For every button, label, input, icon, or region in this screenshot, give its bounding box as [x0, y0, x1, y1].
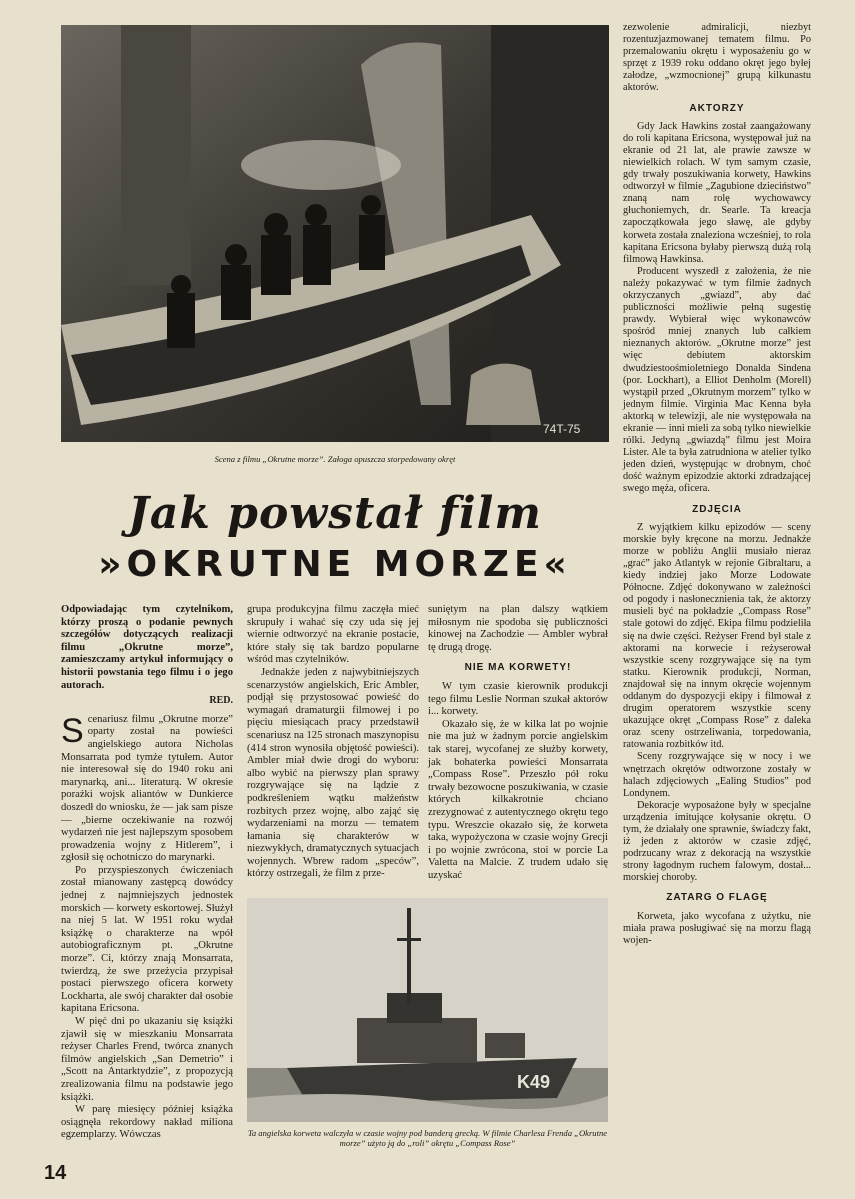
photo-lifeboat-scene [61, 25, 609, 442]
body-paragraph: suniętym na plan dalszy wątkiem miłosnym nie spodoba się publiczności kinowej na Zachodzie — Ambler wybrał tę drugą drogę. [428, 604, 608, 653]
photo-corvette-illustration [247, 898, 608, 1122]
section-heading: ZATARG O FLAGĘ [666, 892, 768, 904]
column-2 [247, 604, 419, 881]
article-title-line2: »OKRUTNE MORZE« [98, 544, 572, 585]
editor-signature: RED. [209, 695, 233, 707]
hull-number: K49 [517, 1072, 551, 1092]
photo-lifeboat-illustration [61, 25, 609, 442]
body-paragraph: Korweta, jako wycofana z użytku, nie miała prawa posługiwać się na morzu flagą wojen- [623, 910, 811, 946]
body-paragraph: Producent wyszedł z założenia, że nie należy pokazywać w tym filmie żadnych okrzyczanych „gwiazd”, aby dać publiczności możliwie pełną sugestię prawdy. Wybierał więc wykonawców spośród mniej znanych lub całkiem nieznanych aktorów. „Okrutne morze” jest więc debiutem aktorskim dwudziestoośmioletniego Donalda Sindena (por. Lockhart), a Elliot Denholm (Morell) wystąpił przed „Okrutnym morzem” tylko w jednym filmie. Virginia Mac Kenna była aktorką w telewizji, ale nie występowała na ekranie — inni mieli za sobą tylko niewielkie rólki. Jedyną „gwiazdą” filmu jest Moira Lister. Ale ta była zatrudniona w atelier tylko jeden dzień, występując w drobnym, choć dość ważnym epizodzie aktorki zdradzającej swego męża, oficera. [623, 265, 811, 495]
section-heading: AKTORZY [689, 102, 745, 114]
body-paragraph: W tym czasie kierownik produkcji tego filmu Leslie Norman szukał aktorów i... korwety. [428, 680, 608, 718]
bottom-photo-caption: Ta angielska korweta walczyła w czasie wojny pod banderą grecką. W filmie Charlesa Frenda „Okrutne morze” użyto ją do „roli” okrętu „Compass Rose” [247, 1128, 608, 1148]
section-heading: NIE MA KORWETY! [464, 662, 572, 674]
photo-stamp: 74T-75 [543, 422, 581, 436]
article-title-line1: Jak powstał film [128, 488, 542, 539]
intro-paragraph: Odpowiadając tym czytelnikom, którzy proszą o podanie pewnych szczegółów dotyczących realizacji filmu „Okrutne morze”, zamieszczamy artykuł informujący o historii powstania tego filmu i o jego autorach. [61, 604, 233, 691]
page-number: 14 [44, 1162, 67, 1184]
top-photo-caption: Scena z filmu „Okrutne morze”. Załoga opuszcza storpedowany okręt [214, 454, 456, 464]
column-3 [428, 604, 608, 882]
body-paragraph: Z wyjątkiem kilku epizodów — sceny morskie były kręcone na morzu. Jednakże morze w pobliżu Anglii musiało nieraz „grać” jako Atlantyk w rejonie Gibraltaru, a kiedy indziej jako Morze Lodowate Północne. Zdjęć dokonywano w zależności od pogody i nasłonecznienia tak, że aktorzy musieli być na pokładzie „Compass Rose” stale gotowi do zdjęć. Ekipa filmu podzieliła się na dwie części. Reżyser Frend był stale z aktorami na korwecie i reżyserował wszystkie sceny rozgrywające się na tym statku. Kierownik produkcji, Norman, znajdował się na innym okręcie wojennym oddanym do dyspozycji ekipy i filmował z drugim operatorem wszystkie sceny ukazujące okręt „Compass Rose” z daleka oraz sceny ostrzeliwania, torpedowania, ratowania rozbitków itd. [623, 521, 811, 751]
body-paragraph: Gdy Jack Hawkins został zaangażowany do roli kapitana Ericsona, występował już na ekranie od 21 lat, ale prawie zawsze w niewielkich rolach. W tym samym czasie, gdy trwały poszukiwania korwety, Hawkins odtworzył w filmie „Zagubione dzieciństwo” znaną nam rolę wychowawcy głuchoniemych, dr. Searle. Ta kreacja zapoczątkowała jego sławę, ale gdyby korweta została znaleziona wcześniej, to rola kapitana Ericsona byłaby pierwszą dużą rolą filmową Hawkinsa. [623, 120, 811, 265]
body-paragraph: zezwolenie admiralicji, niezbyt rozentuzjazmowanej tematem filmu. Po przemalowaniu okrętu i wyposażeniu go w sprzęt z 1939 roku oddano okręt jego byłej załodze, „wzmocnionej” grupą kilkunastu aktorów. [623, 22, 811, 94]
body-paragraph: Okazało się, że w kilka lat po wojnie nie ma już w żadnym porcie angielskim tak starej, wycofanej ze służby korwety, jak bohaterka powieści Monsarrata „Compass Rose”. Przeszło pół roku trwały bezowocne poszukiwania, w czasie których kilkakrotnie chciano zrezygnować z autentycznego okrętu tego typu. Wreszcie okazało się, że korweta taka, wypożyczona w czasie wojny Grecji i po wojnie zwrócona, stoi w porcie La Valetta na Malcie. Z trudem udało się uzyskać [428, 718, 608, 881]
body-paragraph: Dekoracje wyposażone były w specjalne urządzenia imitujące kołysanie okrętu. O tym, że działały one sprawnie, świadczy fakt, iż jeden z aktorów w czasie zdjęć, podrzucany wraz z dekoracją na wszystkie strony łagodnym ruchem falowym, dostał... morskiej choroby. [623, 799, 811, 884]
body-paragraph: grupa produkcyjna filmu zaczęła mieć skrupuły i wahać się czy uda się jej wiernie odtworzyć na ekranie postacie, które stały się tak bardzo popularne wśród mas czytelników. [247, 604, 419, 666]
body-paragraph: Sceny rozgrywające się w nocy i we wnętrzach okrętów odtworzone zostały w halach zdjęciowych „Ealing Studios” pod Londynem. [623, 751, 811, 799]
body-paragraph: W pięć dni po ukazaniu się książki zjawił się w mieszkaniu Monsarrata reżyser Charles Frend, twórca znanych filmów angielskich „San Demetrio” i „Scott na Antarktydzie”, z propozycją zrealizowania filmu na podstawie jego książki. [61, 1016, 233, 1103]
body-paragraph: Jednakże jeden z najwybitniejszych scenarzystów angielskich, Eric Ambler, podjął się przystosować powieść do wymagań dramaturgii filmowej i po pięciu miesiącach pracy przedstawił scenariusz na 125 stronach maszynopisu (414 stron wynosiła objętość powieści). Ambler miał dwie drogi do wyboru: albo wybić na pierwszy plan sprawy rozgrywające się na lądzie z podkreśleniem wątku małżeństw rozbitych przez wojnę, albo zająć się wydarzeniami na morzu — tematem łamania się charakterów w niezwykłych, dramatycznych sytuacjach wojennych. Wbrew radom „speców”, którzy ostrzegali, że film z prze- [247, 666, 419, 880]
section-heading: ZDJĘCIA [692, 503, 742, 515]
body-paragraph: W parę miesięcy później książka osiągnęła rekordowy nakład miliona egzemplarzy. Wówczas [61, 1104, 233, 1141]
body-paragraph: cenariusz filmu „Okrutne morze” oparty został na powieści angielskiego autora Nicholas Monsarrata pod tymże tytułem. Autor nie interesował się do 1940 roku ani marynarką, ani... literaturą. W okresie porażki wojsk aliantów w Dunkierce doszedł do wniosku, że — jak sam pisze — „bierne oczekiwanie na rozwój wydarzeń nie jest najlepszym sposobem prowadzenia wojny z Hitlerem”, i zgłosił się ochotniczo do marynarki. [61, 713, 233, 864]
column-4 [623, 22, 811, 947]
drop-cap: S [61, 711, 84, 750]
column-1 [61, 604, 233, 1142]
body-paragraph: Po przyspieszonych ćwiczeniach został mianowany zastępcą dowódcy jednej z najmniejszych jednostek morskich — korwety eskortowej. Służył na niej 5 lat. W 1951 roku wydał książkę o charakterze na wpół autobiograficznym pt. „Okrutne morze”. Ci, którzy znają Monsarrata, twierdzą, że swe przeżycia przypisał postaci pierwszego oficera korwety Lockharta, ale swój charakter dał osobie kapitana Ericsona. [61, 864, 233, 1015]
photo-corvette [247, 898, 608, 1122]
